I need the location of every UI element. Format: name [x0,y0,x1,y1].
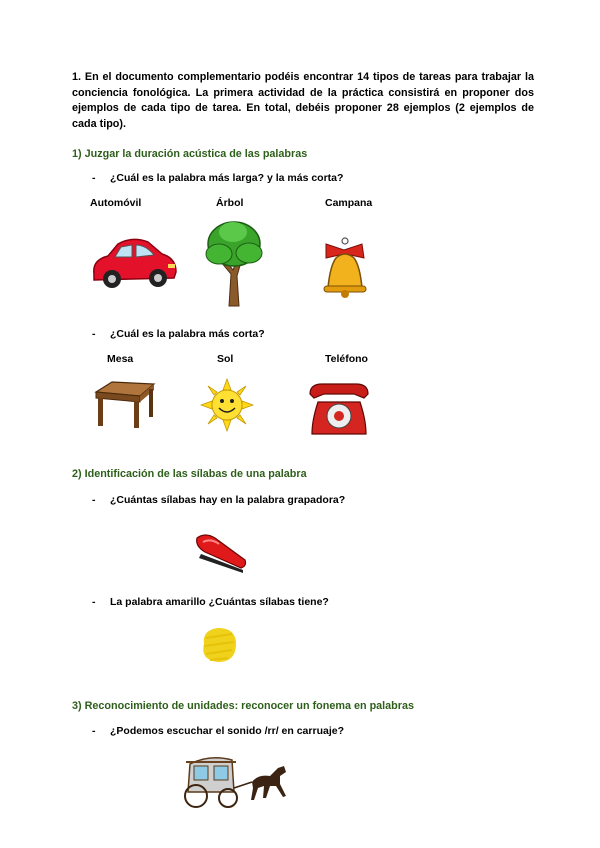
section-2-heading: 2) Identificación de las sílabas de una palabra [72,468,307,480]
section-2-question-2: - La palabra amarillo ¿Cuántas sílabas tiene? [92,596,329,608]
car-image [88,236,180,292]
table-image [92,378,158,430]
word-arbol: Árbol [216,197,244,209]
word-campana: Campana [325,197,373,209]
stapler-image [193,530,249,574]
word-sol: Sol [217,353,234,365]
section-1-question-1: - ¿Cuál es la palabra más larga? y la más corta? [92,172,344,184]
word-telefono: Teléfono [325,353,368,365]
carriage-image [180,752,294,810]
section-2-question-1: - ¿Cuántas sílabas hay en la palabra grapadora? [92,494,346,506]
section-1-question-2: - ¿Cuál es la palabra más corta? [92,328,265,340]
word-automovil: Automóvil [90,197,142,209]
section-1-heading: 1) Juzgar la duración acústica de las palabras [72,148,308,160]
word-mesa: Mesa [107,353,134,365]
bell-image [316,236,374,300]
sun-image [200,378,254,432]
intro-paragraph: 1. En el documento complementario podéis encontrar 14 tipos de tareas para trabajar la conciencia fonológica. La primera actividad de la práctica consistirá en proponer dos ejemplos de cada tipo de tarea. En total, debéis proponer 28 ejemplos (2 ejemplos de cada tipo). [72,71,534,130]
section-3-question-1: - ¿Podemos escuchar el sonido /rr/ en carruaje? [92,725,344,737]
tree-image [203,220,265,308]
telephone-image [306,380,372,440]
yellow-scribble-image [198,624,240,666]
section-3-heading: 3) Reconocimiento de unidades: reconocer un fonema en palabras [72,700,414,712]
